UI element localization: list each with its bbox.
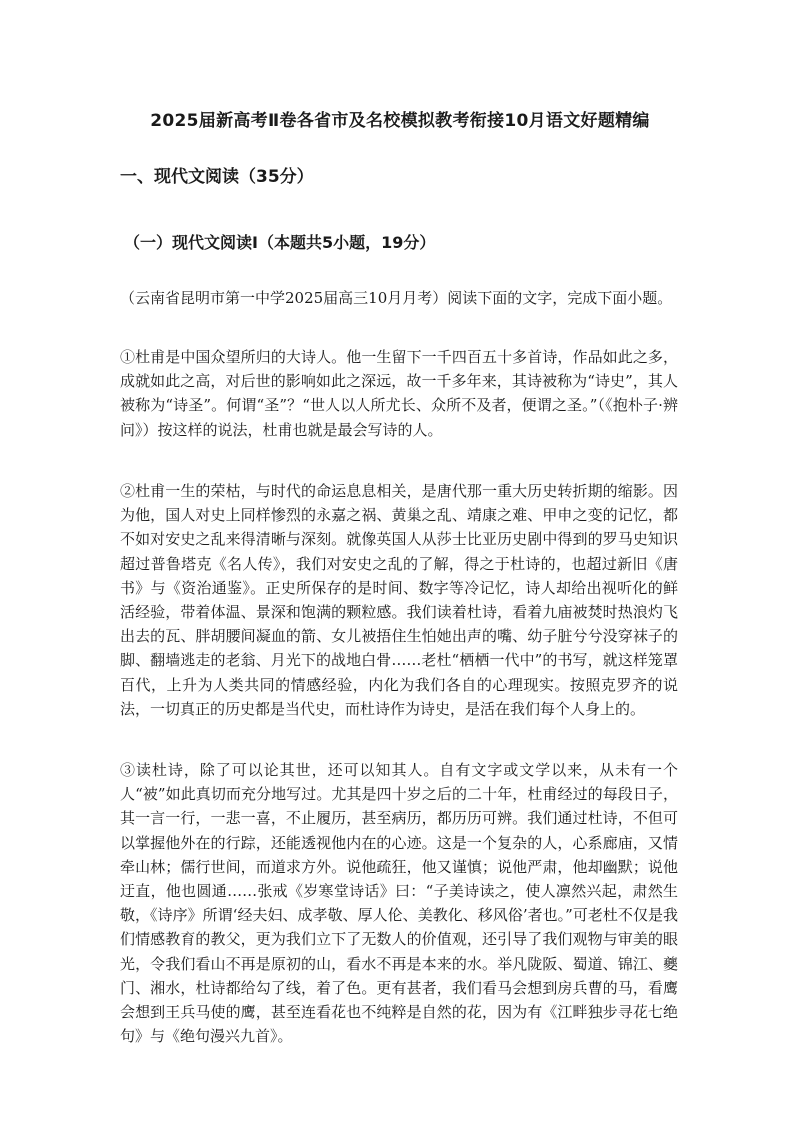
section-heading: 一、现代文阅读（35分）: [120, 167, 314, 187]
document-title: 2025届新高考Ⅱ卷各省市及名校模拟教考衔接10月语文好题精编: [150, 111, 650, 131]
paragraph-2: ②杜甫一生的荣枯，与时代的命运息息相关，是唐代那一重大历史转折期的缩影。因为他，国人对史上同样惨烈的永嘉之祸、黄巢之乱、靖康之难、甲申之变的记忆，都不如对安史之乱来得清晰与深刻。就像英国人从莎士比亚历史剧中得到的罗马史知识超过普鲁塔克《名人传》，我们对安史之乱的了解，得之于杜诗的，也超过新旧《唐书》与《资治通鉴》。正史所保存的是时间、数字等冷记忆，诗人却给出视听化的鲜活经验，带着体温、景深和饱满的颗粒感。我们读着杜诗，看着九庙被焚时热浪灼飞出去的瓦、胖胡腰间凝血的箭、女儿被捂住生怕她出声的嘴、幼子脏兮兮没穿袜子的脚、翻墙逃走的老翁、月光下的战地白骨……老杜“栖栖一代中”的书写，就这样笼罩百代，上升为人类共同的情感经验，内化为我们各自的心理现实。按照克罗齐的说法，一切真正的历史都是当代史，而杜诗作为诗史，是活在我们每个人身上的。: [120, 482, 678, 718]
reading-intro: （云南省昆明市第一中学2025届高三10月月考）阅读下面的文字，完成下面小题。: [120, 289, 673, 307]
paragraph-3: ③读杜诗，除了可以论其世，还可以知其人。自有文字或文学以来，从未有一个人“被”如此真切而充分地写过。尤其是四十岁之后的二十年，杜甫经过的每段日子，其一言一行，一悲一喜，不止履历，甚至病历，都历历可辨。我们通过杜诗，不但可以掌握他外在的行踪，还能透视他内在的心迹。这是一个复杂的人，心系廊庙，又情牵山林；儒行世间，而道求方外。说他疏狂，他又谨慎；说他严肃，他却幽默；说他迂直，他也圆通……张戒《岁寒堂诗话》曰：“子美诗读之，使人凛然兴起，肃然生敬，《诗序》所谓‘经夫妇、成孝敬、厚人伦、美教化、移风俗’者也。”可老杜不仅是我们情感教育的教父，更为我们立下了无数人的价值观，还引导了我们观物与审美的眼光，令我们看山不再是原初的山，看水不再是本来的水。举凡陇阪、蜀道、锦江、夔门、湘水，杜诗都给勾了线，着了色。更有甚者，我们看马会想到房兵曹的马，看鹰会想到王兵马使的鹰，甚至连看花也不纯粹是自然的花，因为有《江畔独步寻花七绝句》与《绝句漫兴九首》。: [120, 761, 678, 1046]
paragraph-1: ①杜甫是中国众望所归的大诗人。他一生留下一千四百五十多首诗，作品如此之多，成就如此之高，对后世的影响如此之深远，故一千多年来，其诗被称为“诗史”，其人被称为“诗圣”。何谓“圣”？“世人以人所尤长、众所不及者，便谓之圣。”（《抱朴子·辨问》）按这样的说法，杜甫也就是最会写诗的人。: [120, 348, 678, 439]
subsection-heading: （一）现代文阅读Ⅰ（本题共5小题，19分）: [124, 233, 436, 252]
